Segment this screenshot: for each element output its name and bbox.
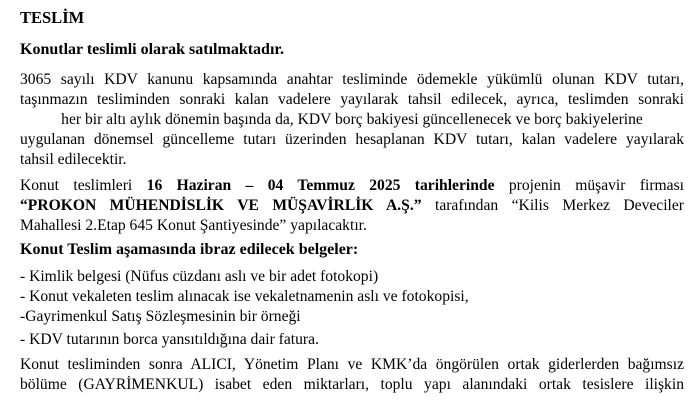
documents-heading: Konut Teslim aşamasında ibraz edilecek belgeler: bbox=[20, 241, 359, 258]
delivery-dates: 16 Haziran – 04 Temmuz 2025 tarihlerinde bbox=[146, 177, 495, 194]
kdv-paragraph-line: 3065 sayılı KDV kanunu kapsamında anahtar tesliminde ödemekle yükümlü olunan KDV tutarı, bbox=[20, 71, 684, 88]
section-subtitle: Konutlar teslimli olarak satılmaktadır. bbox=[20, 41, 285, 58]
common-expenses-paragraph bbox=[20, 355, 684, 395]
delivery-location-line: Mahallesi 2.Etap 645 Konut Şantiyesinde” yapılacaktır. bbox=[20, 217, 367, 234]
kdv-paragraph-line: taşınmazın tesliminden sonraki kalan vadelere yayılarak tahsil edilecek, ayrıca, teslimden sonraki bbox=[20, 91, 684, 108]
kdv-paragraph-line: tahsil edilecektir. bbox=[20, 151, 127, 168]
delivery-firm-intro: projenin müşavir firması bbox=[508, 177, 684, 194]
list-item: -Gayrimenkul Satış Sözleşmesinin bir örneği bbox=[20, 308, 301, 325]
section-title: TESLİM bbox=[20, 8, 85, 27]
kdv-paragraph bbox=[20, 70, 684, 170]
list-item: - Kimlik belgesi (Nüfus cüzdanı aslı ve bir adet fotokopi) bbox=[20, 268, 379, 285]
kdv-paragraph-line: uygulanan dönemsel güncelleme tutarı üzerinden hesaplanan KDV tutarı, kalan vadelere yayılarak bbox=[20, 131, 684, 148]
list-item: - KDV tutarının borca yansıtıldığına dair fatura. bbox=[20, 331, 319, 348]
consultant-firm-name: “PROKON MÜHENDİSLİK VE MÜŞAVİRLİK A.Ş.” bbox=[20, 197, 422, 214]
delivery-intro-text: Konut teslimleri bbox=[20, 177, 133, 194]
delivery-date-line bbox=[20, 176, 684, 196]
documents-list bbox=[20, 267, 469, 350]
common-expenses-line: Konut tesliminden sonra ALICI, Yönetim Planı ve KMK’da öngörülen ortak giderlerden bağımsız bbox=[20, 356, 684, 373]
list-item: - Konut vekaleten teslim alınacak ise vekaletnamenin aslı ve fotokopisi, bbox=[20, 288, 469, 305]
kdv-paragraph-line: her bir altı aylık dönemin başında da, KDV borç bakiyesi güncellenecek ve borç bakiyelerine bbox=[61, 111, 643, 128]
delivery-location-intro: tarafından “Kilis Merkez Deveciler bbox=[434, 197, 684, 214]
common-expenses-line: bölüme (GAYRİMENKUL) isabet eden miktarları, toplu yapı alanındaki ortak tesislere ilişkin bbox=[20, 376, 684, 393]
delivery-date-paragraph bbox=[20, 176, 684, 236]
delivery-firm-line bbox=[20, 196, 684, 216]
